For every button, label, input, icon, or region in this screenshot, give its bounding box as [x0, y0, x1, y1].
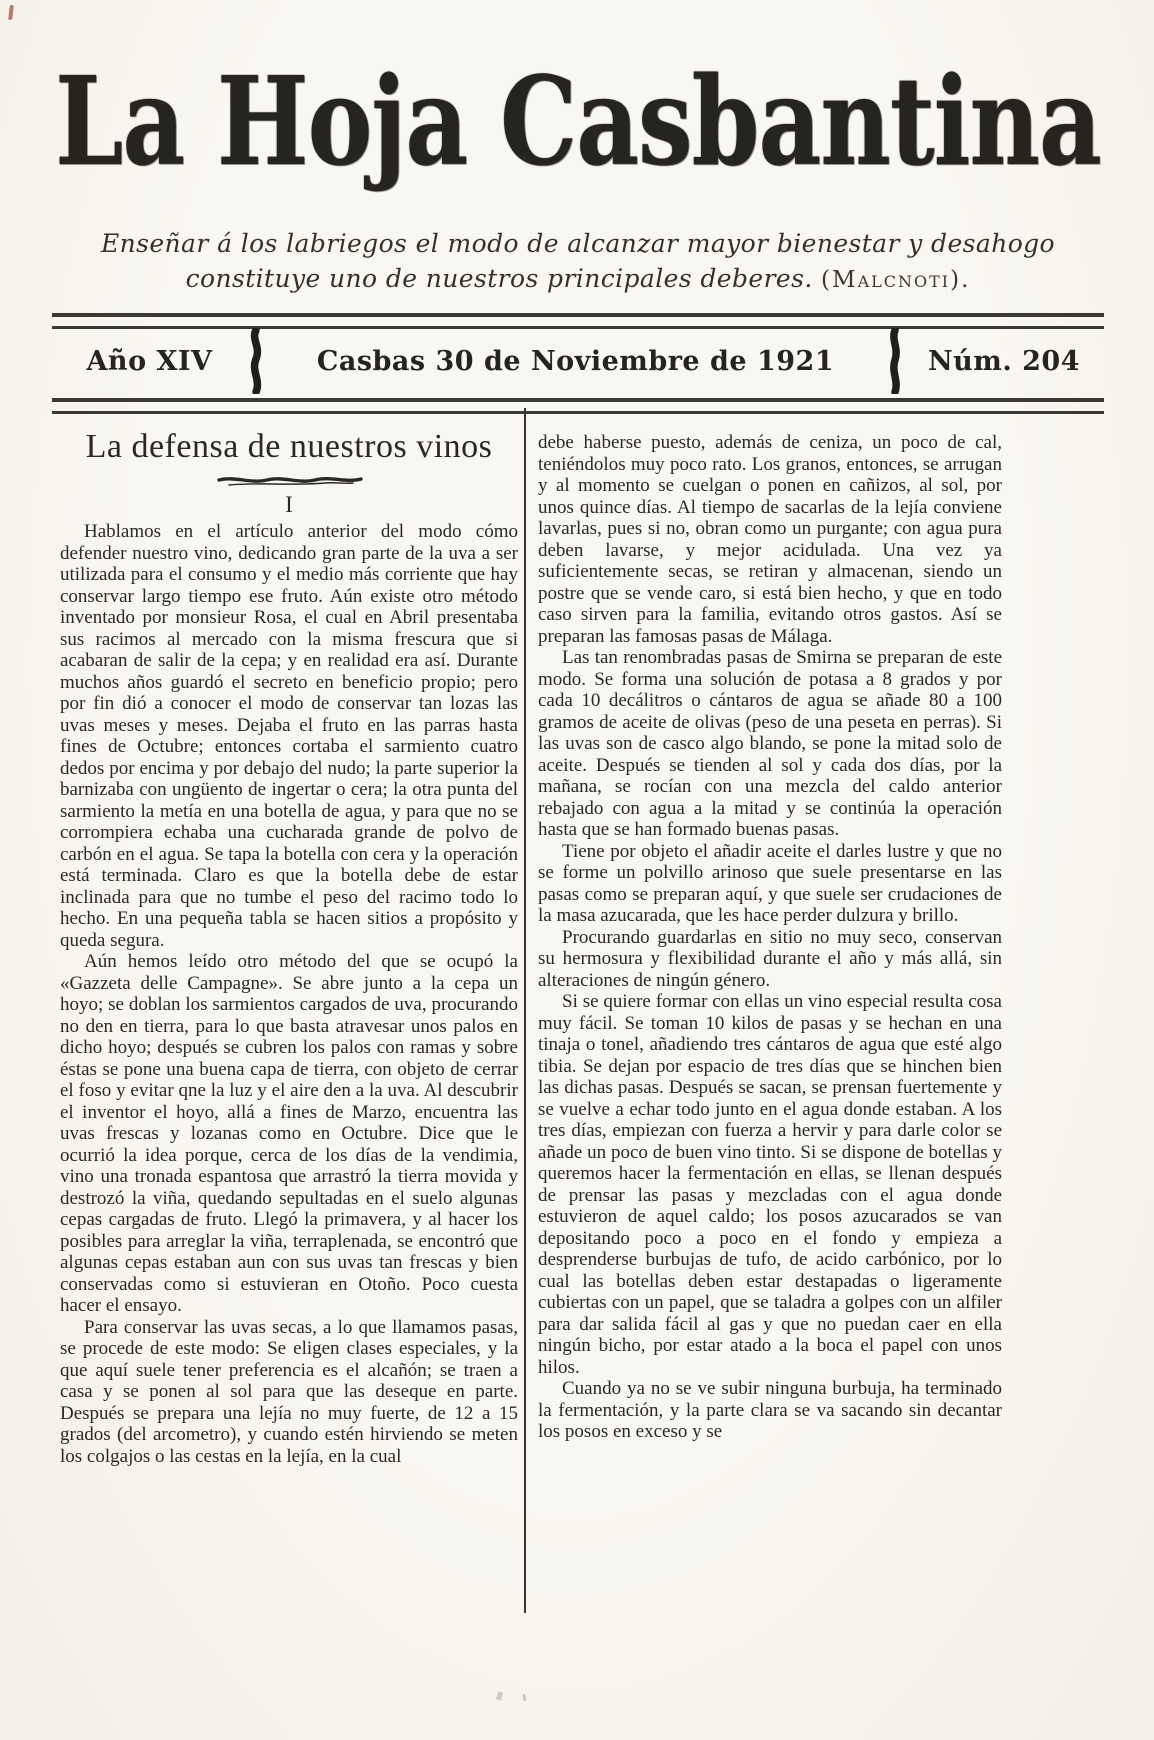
motto-attribution: (Malcnoti). [821, 267, 971, 293]
section-numeral: I [285, 492, 293, 517]
place-date-label: Casbas 30 de Noviembre de 1921 [316, 345, 835, 377]
article-paragraph: Procurando guardarlas en sitio no muy seco, conservan su hermosura y flexibilidad durante el año y más allá, sin alteraciones de ningún género. [538, 926, 1002, 991]
article-paragraph: Tiene por objeto el añadir aceite el darles lustre y que no se forme un polvillo arinoso que suele presentarse en las pasas como se preparan aquí, y que suele ser crudaciones de la masa azucarada, que les hace perder dulzura y brillo. [538, 840, 1002, 926]
volume-label: Año XIV [86, 345, 213, 377]
bracket-ornament-icon [247, 328, 265, 394]
motto [55, 226, 1101, 298]
title-flourish-icon [215, 474, 365, 488]
article-paragraph: Cuando ya no se ve subir ninguna burbuja, ha terminado la fermentación, y la parte clara se va sacando sin decantar los posos en exceso y se [538, 1378, 1002, 1442]
issue-number-label: Núm. 204 [927, 345, 1081, 377]
article-paragraph: Aún hemos leído otro método del que se ocupó la «Gazzeta delle Campagne». Se abre junto a la cepa un hoyo; se doblan los sarmientos cargados de uva, procurando no den en tierra, para lo que basta atravesar unos palos en dicho hoyo; después se cubren los palos con ramas y sobre éstas se pone una buena capa de tierra, con objeto de cerrar el foso y evitar qne la luz y el aire den a la uva. Al descubrir el inventor el hoyo, allá a fines de Marzo, encuentra las uvas frescas y lozanas como en Octubre. Dice que le ocurrió la idea porque, cerca de los días de la vendimia, vino una tronada espantosa que arrastró la tierra movida y destrozó la viña, quedando sepultadas en el suelo algunas cepas cargadas de fruto. Llegó la primavera, y al hacer los posibles para arreglar la viña, terraplenada, se encontró que algunas cepas estaban aun con sus uvas tan frescas y bien conservadas como si estuvieran en Otoño. Poco cuesta hacer el ensayo. [60, 951, 518, 1316]
bracket-ornament-icon [886, 328, 904, 394]
mid-double-rule [52, 398, 1104, 414]
motto-line1: Enseñar á los labriegos el modo de alcanzar mayor bienestar y desahogo [100, 229, 1055, 258]
article-title: La defensa de nuestros vinos [85, 428, 493, 465]
article-paragraph: Si se quiere formar con ellas un vino especial resulta cosa muy fácil. Se toman 10 kilos de pasas y se hechan en una tinaja o tonel, añadiendo tres cántaros de agua que esté algo tibia. Se dejan por espacio de tres días que se hinchen bien las dichas pasas. Después se sacan, se prensan fuertemente y se vuelve a echar todo junto en el agua donde estaban. A los tres días, empiezan con fuerza a hervir y para darle color se añade un poco de buen vino tinto. Si se dispone de botellas y queremos hacer la fermentación en ellas, se llenan después de prensar las pasas y mezcladas con el agua donde estuvieron de aquel caldo; los posos azucarados se van depositando poco a poco en el fondo y empieza a desprenderse burbujas de tufo, de acido carbónico, por lo cual las botellas deben estar destapadas o ligeramente cubiertas con un papel, que se taladra a golpes con un alfiler para dar salida fácil al gas y que no puedan caer en ella ningún bicho, por estar atado a la boca el papel con unos hilos. [538, 991, 1002, 1378]
column-divider-rule [524, 408, 526, 1613]
red-scan-mark [8, 5, 14, 20]
motto-line2: constituye uno de nuestros principales deberes. [185, 264, 813, 293]
article-column-right [538, 432, 1002, 1443]
article-paragraph: Las tan renombradas pasas de Smirna se preparan de este modo. Se forma una solución de potasa a 8 grados y por cada 10 decálitros o cántaros de agua se añade 80 a 100 gramos de aceite de olivas (peso de una peseta en perras). Si las uvas son de casco algo blando, se pone la mitad solo de aceite. Después se tienden al sol y cada dos días, por la mañana, se rocían con una mezcla del caldo anterior rebajado con agua a la mitad y se continúa la operación hasta que se han formado buenas pasas. [538, 647, 1002, 840]
dateline [52, 326, 1104, 396]
article-column-left [60, 521, 518, 1467]
scan-speck [496, 1691, 503, 1700]
scan-speck [522, 1694, 526, 1701]
masthead-title: La Hoja Casbantina [55, 49, 1101, 193]
article-paragraph: Hablamos en el artículo anterior del modo cómo defender nuestro vino, dedicando gran parte de la uva a ser utilizada para el consumo y el medio más corriente que hay conservar largo tiempo ese fruto. Aún existe otro método inventado por monsieur Rosa, el cual en Abril presentaba sus racimos al mercado con la misma frescura que si acabaran de salir de la cepa; y en realidad era así. Durante muchos años guardó el secreto en beneficio propio; pero por fin dió a conocer el modo de conservar tan lozas las uvas meses y meses. Dejaba el fruto en las parras hasta fines de Octubre; entonces cortaba el sarmiento cuatro dedos por encima y por debajo del nudo; la parte superior la barnizaba con ungüento de ingertar o cera; la otra punta del sarmiento la metía en una botella de agua, y para que no se corrompiera echaba una cucharada grande de polvo de carbón en el agua. Se tapa la botella con cera y la operación está terminada. Claro es que la botella debe de estar inclinada para que no tumbe el peso del racimo todo lo hecho. En una pequeña tabla se hacen sitios a propósito y queda segura. [60, 521, 518, 951]
article-paragraph: debe haberse puesto, además de ceniza, un poco de cal, teniéndolos muy poco rato. Los granos, entonces, se arrugan y al momento se cuelgan o ponen en cañizos, al sol, por unos quince días. Al tiempo de sacarlas de la lejía conviene lavarlas, pues si no, obran como un purgante; con agua pura deben lavarse, y mejor acidulada. Una vez ya suficientemente secas, se retiran y almacenan, siendo un postre que se vende caro, si está bien hecho, y que en todo caso sirven para la familia, evitando otros gastos. Así se preparan las famosas pasas de Málaga. [538, 432, 1002, 647]
article-paragraph: Para conservar las uvas secas, a lo que llamamos pasas, se procede de este modo: Se eligen clases especiales, y la que aquí suele tener preferencia es el alcañón; se traen a casa y se ponen al sol para que las deseque en parte. Después se prepara una lejía no muy fuerte, de 12 a 15 grados (del arcometro), y cuando estén hirviendo se meten los colgajos o las cestas en la lejía, en la cual [60, 1316, 518, 1467]
